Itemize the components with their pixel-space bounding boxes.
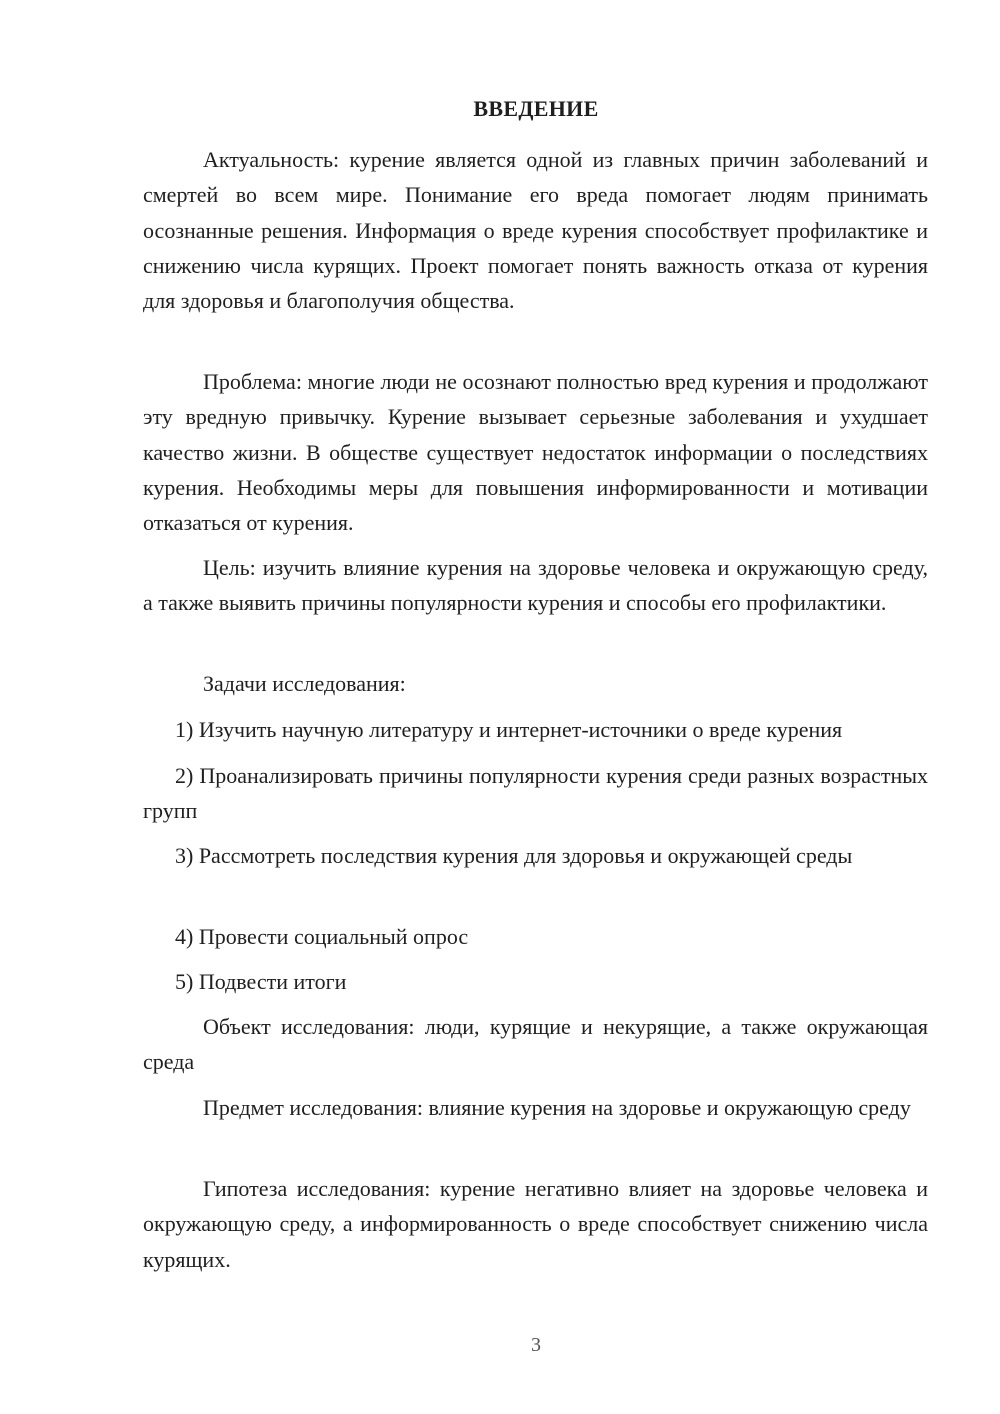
task-item-1: 1) Изучить научную литературу и интернет-источники о вреде курения	[175, 717, 843, 742]
paragraph-object: Объект исследования: люди, курящие и некурящие, а также окружающая среда	[143, 1014, 928, 1075]
paragraph-tasks-heading: Задачи исследования:	[203, 671, 406, 696]
paragraph-subject: Предмет исследования: влияние курения на здоровье и окружающую среду	[203, 1095, 911, 1120]
paragraph-goal: Цель: изучить влияние курения на здоровье человека и окружающую среду, а также выявить причины популярности курения и способы его профилактики.	[143, 555, 928, 616]
task-item-2: 2) Проанализировать причины популярности курения среди разных возрастных групп	[143, 763, 928, 824]
paragraph-relevance: Актуальность: курение является одной из главных причин заболеваний и смертей во всем мире. Понимание его вреда помогает людям принимать осознанные решения. Информация о вреде курения способствует профилактике и снижению числа курящих. Проект помогает понять важность отказа от курения для здоровья и благополучия общества.	[143, 147, 928, 314]
task-item-3: 3) Рассмотреть последствия курения для здоровья и окружающей среды	[175, 843, 853, 868]
page-number: 3	[531, 1334, 541, 1356]
paragraph-problem: Проблема: многие люди не осознают полностью вред курения и продолжают эту вредную привычку. Курение вызывает серьезные заболевания и ухудшает качество жизни. В обществе существует недостаток информации о последствиях курения. Необходимы меры для повышения информированности и мотивации отказаться от курения.	[143, 369, 928, 536]
paragraph-hypothesis: Гипотеза исследования: курение негативно влияет на здоровье человека и окружающую среду, а информированность о вреде способствует снижению числа курящих.	[143, 1176, 928, 1272]
task-item-4: 4) Провести социальный опрос	[175, 924, 469, 949]
page-title: ВВЕДЕНИЕ	[473, 96, 599, 121]
task-item-5: 5) Подвести итоги	[175, 969, 347, 994]
